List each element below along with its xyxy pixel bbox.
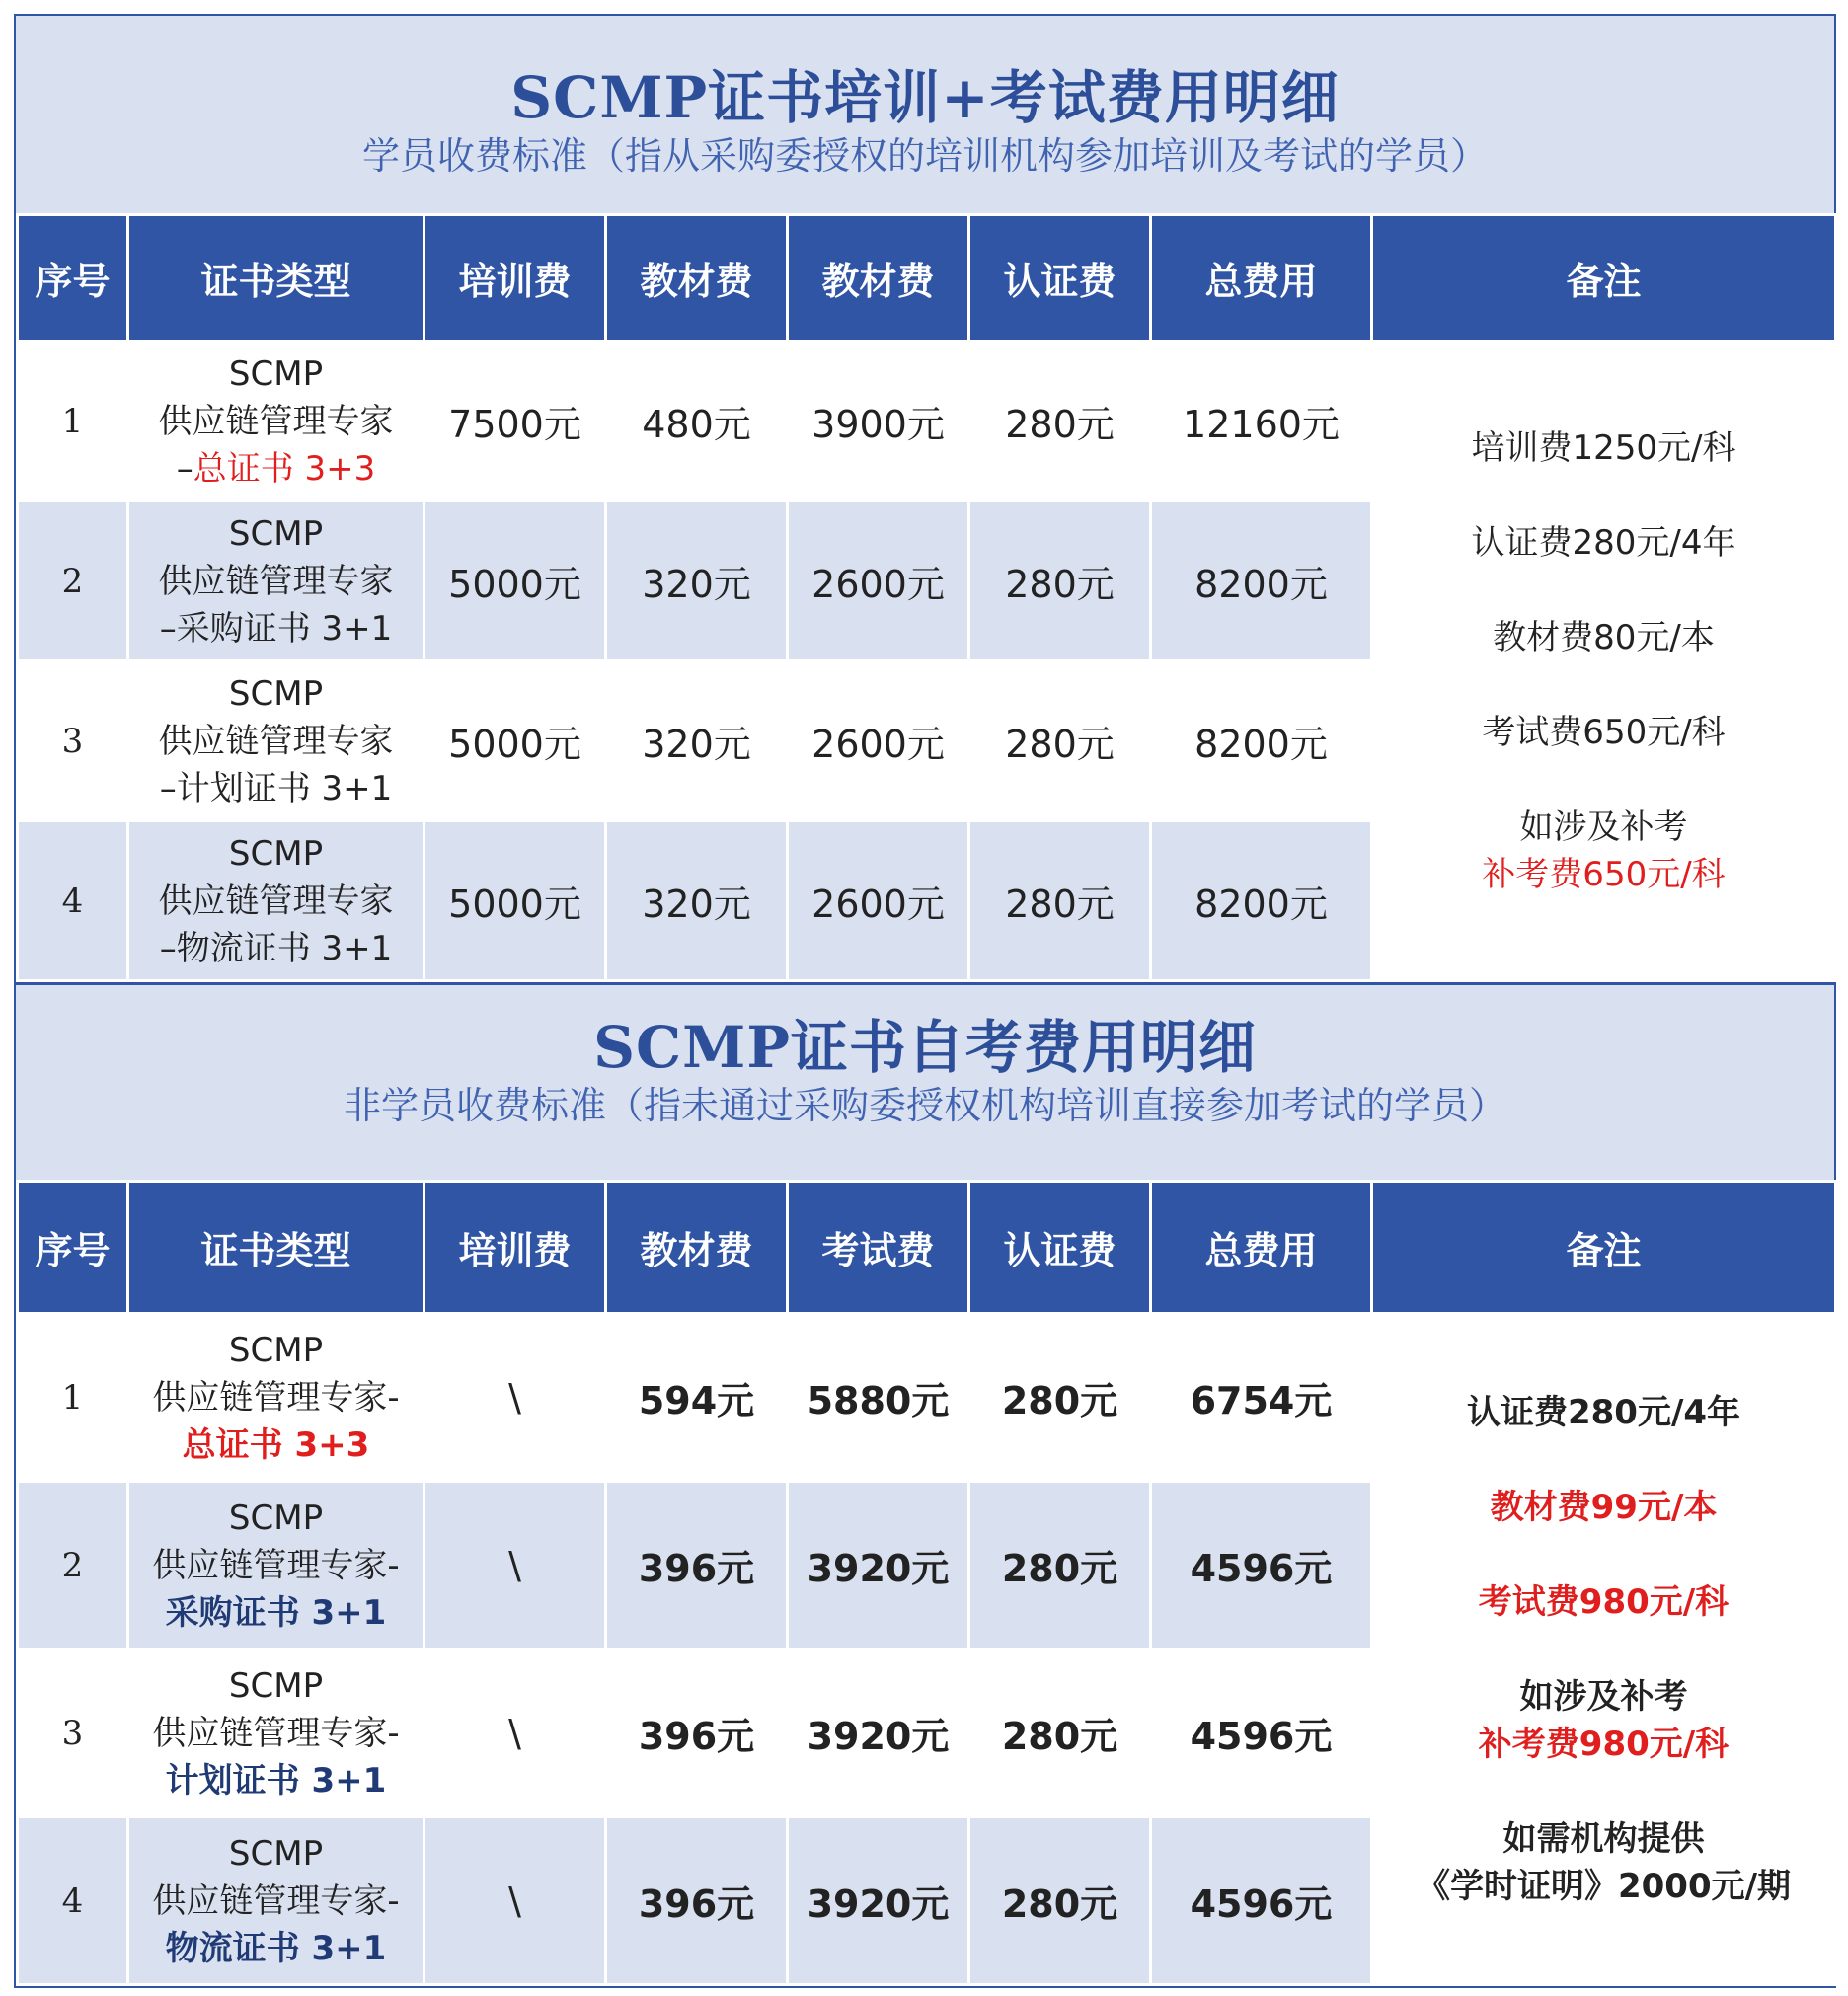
cert-fee: 280元 (969, 1817, 1151, 1985)
material-fee-2: 3900元 (788, 342, 969, 501)
cert-name: 采购证书 3+1 (176, 608, 393, 649)
header-material-fee: 教材费 (606, 1182, 788, 1314)
cert-line3 (129, 445, 423, 493)
cert-name: 采购证书 3+1 (165, 1592, 387, 1633)
header-material-fee-2: 教材费 (788, 215, 969, 342)
cert-line1: SCMP (228, 673, 324, 714)
notes-cell (1372, 342, 1836, 981)
material-fee: 396元 (606, 1482, 788, 1650)
header-material-fee: 教材费 (606, 215, 788, 342)
cert-type-cell (128, 1650, 424, 1817)
material-fee: 396元 (606, 1817, 788, 1985)
cert-prefix: – (159, 768, 177, 808)
note-line: 认证费280元/4年 (1466, 1392, 1741, 1432)
cert-name: 总证书 3+3 (182, 1424, 370, 1465)
row-index: 2 (18, 501, 128, 661)
cert-line2: 供应链管理专家- (152, 1545, 400, 1585)
note-line: 教材费80元/本 (1493, 617, 1715, 657)
cert-fee: 280元 (969, 501, 1151, 661)
cert-line1: SCMP (228, 1330, 324, 1370)
note-line: 考试费980元/科 (1478, 1581, 1730, 1622)
material-fee: 320元 (606, 661, 788, 821)
section1-header-row (18, 215, 1836, 342)
material-fee: 320元 (606, 821, 788, 981)
section2-subtitle: 非学员收费标准（指未通过采购委授权机构培训直接参加考试的学员） (343, 1084, 1506, 1127)
exam-fee: 3920元 (788, 1817, 969, 1985)
cert-fee: 280元 (969, 1482, 1151, 1650)
cert-fee: 280元 (969, 1650, 1151, 1817)
section2-title-block (16, 982, 1834, 1180)
cert-fee: 280元 (969, 342, 1151, 501)
section1-title: SCMP证书培训+考试费用明细 (510, 64, 1340, 131)
cert-name: 总证书 3+3 (192, 448, 376, 489)
row-index: 1 (18, 1314, 128, 1482)
cert-line2: 供应链管理专家- (152, 1881, 400, 1921)
total-fee: 4596元 (1151, 1817, 1372, 1985)
cert-line2: 供应链管理专家 (158, 561, 394, 601)
section1-table (16, 213, 1837, 982)
cert-name: 计划证书 3+1 (165, 1760, 387, 1801)
header-cert-fee: 认证费 (969, 1182, 1151, 1314)
cert-fee: 280元 (969, 661, 1151, 821)
cert-line3 (129, 765, 423, 812)
cert-line3 (129, 605, 423, 653)
header-exam-fee: 考试费 (788, 1182, 969, 1314)
exam-fee: 5880元 (788, 1314, 969, 1482)
table-row (18, 342, 1836, 501)
exam-fee: 3920元 (788, 1650, 969, 1817)
header-total: 总费用 (1151, 1182, 1372, 1314)
training-fee: 5000元 (424, 661, 606, 821)
note-line: 《学时证明》2000元/期 (1416, 1866, 1792, 1906)
header-notes: 备注 (1372, 1182, 1836, 1314)
training-fee: 5000元 (424, 821, 606, 981)
section2-table (16, 1180, 1837, 1986)
note-line: 教材费99元/本 (1490, 1487, 1718, 1527)
header-index: 序号 (18, 1182, 128, 1314)
note-line: 考试费650元/科 (1482, 712, 1726, 752)
training-fee: \ (424, 1650, 606, 1817)
training-fee: \ (424, 1314, 606, 1482)
header-cert-fee: 认证费 (969, 215, 1151, 342)
section1-subtitle: 学员收费标准（指从采购委授权的培训机构参加培训及考试的学员） (361, 134, 1488, 178)
header-training-fee: 培训费 (424, 1182, 606, 1314)
section2-title: SCMP证书自考费用明细 (593, 1014, 1257, 1081)
training-fee: 5000元 (424, 501, 606, 661)
material-fee-2: 2600元 (788, 501, 969, 661)
note-line: 如涉及补考 (1519, 1676, 1688, 1717)
cert-line2: 供应链管理专家- (152, 1377, 400, 1418)
row-index: 3 (18, 661, 128, 821)
cert-type-cell (128, 501, 424, 661)
cert-fee: 280元 (969, 1314, 1151, 1482)
total-fee: 4596元 (1151, 1482, 1372, 1650)
table-row (18, 1314, 1836, 1482)
header-notes: 备注 (1372, 215, 1836, 342)
cert-type-cell (128, 342, 424, 501)
header-index: 序号 (18, 215, 128, 342)
cert-line3 (129, 925, 423, 972)
material-fee-2: 2600元 (788, 821, 969, 981)
notes-cell (1372, 1314, 1836, 1985)
material-fee: 320元 (606, 501, 788, 661)
cert-type-cell (128, 1817, 424, 1985)
section2-header-row (18, 1182, 1836, 1314)
header-cert-type: 证书类型 (128, 215, 424, 342)
cert-line2: 供应链管理专家 (158, 881, 394, 921)
row-index: 1 (18, 342, 128, 501)
note-line: 培训费1250元/科 (1471, 427, 1736, 468)
row-index: 2 (18, 1482, 128, 1650)
cert-type-cell (128, 1314, 424, 1482)
training-fee: \ (424, 1482, 606, 1650)
header-total: 总费用 (1151, 215, 1372, 342)
cert-name: 计划证书 3+1 (176, 768, 393, 808)
header-training-fee: 培训费 (424, 215, 606, 342)
total-fee: 8200元 (1151, 821, 1372, 981)
material-fee: 396元 (606, 1650, 788, 1817)
cert-line2: 供应链管理专家- (152, 1713, 400, 1753)
row-index: 3 (18, 1650, 128, 1817)
note-line: 认证费280元/4年 (1471, 522, 1736, 563)
row-index: 4 (18, 1817, 128, 1985)
cert-name: 物流证书 3+1 (176, 928, 393, 968)
cert-line1: SCMP (228, 833, 324, 874)
note-line: 如涉及补考 (1519, 806, 1688, 847)
exam-fee: 3920元 (788, 1482, 969, 1650)
cert-line1: SCMP (228, 353, 324, 394)
cert-type-cell (128, 821, 424, 981)
total-fee: 12160元 (1151, 342, 1372, 501)
training-fee: 7500元 (424, 342, 606, 501)
total-fee: 6754元 (1151, 1314, 1372, 1482)
row-index: 4 (18, 821, 128, 981)
cert-fee: 280元 (969, 821, 1151, 981)
cert-line1: SCMP (228, 1833, 324, 1874)
cert-prefix: – (176, 448, 193, 489)
total-fee: 8200元 (1151, 661, 1372, 821)
material-fee: 480元 (606, 342, 788, 501)
note-line: 补考费650元/科 (1482, 854, 1726, 894)
note-line: 补考费980元/科 (1478, 1724, 1730, 1764)
note-line: 如需机构提供 (1502, 1818, 1705, 1859)
cert-type-cell (128, 1482, 424, 1650)
cert-name: 物流证书 3+1 (165, 1928, 387, 1968)
fee-sheet (14, 14, 1836, 1988)
total-fee: 8200元 (1151, 501, 1372, 661)
section1-title-block (16, 16, 1834, 213)
cert-line1: SCMP (228, 1665, 324, 1706)
cert-line1: SCMP (228, 1497, 324, 1538)
cert-prefix: – (159, 608, 177, 649)
training-fee: \ (424, 1817, 606, 1985)
material-fee: 594元 (606, 1314, 788, 1482)
cert-line1: SCMP (228, 513, 324, 554)
cert-prefix: – (159, 928, 177, 968)
cert-line2: 供应链管理专家 (158, 721, 394, 761)
cert-type-cell (128, 661, 424, 821)
material-fee-2: 2600元 (788, 661, 969, 821)
cert-line2: 供应链管理专家 (158, 401, 394, 441)
header-cert-type: 证书类型 (128, 1182, 424, 1314)
total-fee: 4596元 (1151, 1650, 1372, 1817)
